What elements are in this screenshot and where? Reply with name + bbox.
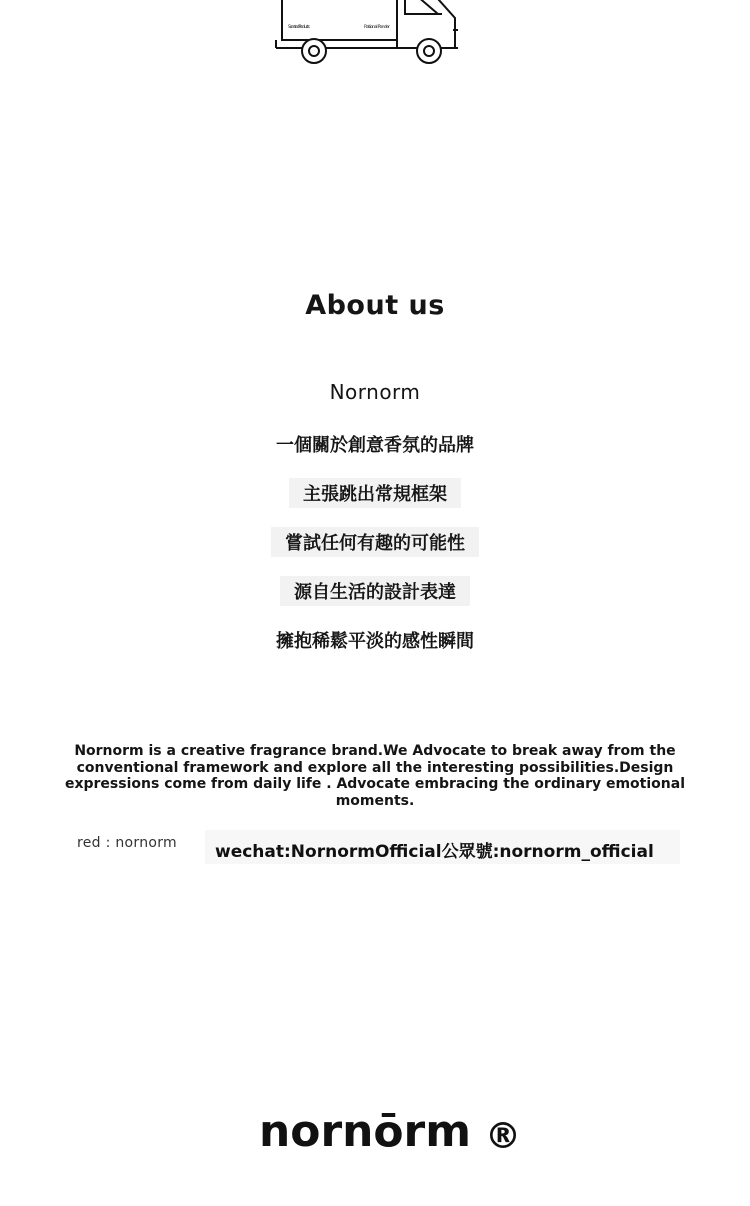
zh-line-text: 嘗試任何有趣的可能性 <box>271 527 479 557</box>
zh-line-4 <box>0 576 750 606</box>
zh-line-text: 主張跳出常規框架 <box>289 478 461 508</box>
about-heading: About us <box>305 290 445 321</box>
zh-line-text: 擁抱稀鬆平淡的感性瞬間 <box>276 631 474 652</box>
brand-logo <box>259 1108 521 1156</box>
truck-right-panel-text: Rational Ponder <box>364 25 390 30</box>
brand-name: Nornorm <box>329 380 421 404</box>
zh-line-3 <box>0 527 750 557</box>
logo-wordmark: nornōrm <box>259 1108 471 1156</box>
english-description: Nornorm is a creative fragrance brand.We Advocate to break away from the conventional framework and explore all the interesting possibilities.Design expressions come from daily life . Advocate embracing the ordinary emotional moments. <box>64 743 685 809</box>
contact-row <box>0 830 750 864</box>
registered-trademark-icon: ® <box>485 1116 521 1156</box>
red-account-label: red : nornorm <box>77 835 177 851</box>
zh-line-text: 源自生活的設計表達 <box>280 576 470 606</box>
zh-line-5 <box>0 625 750 655</box>
zh-line-2 <box>0 478 750 508</box>
wechat-account-label: wechat:NornormOfficial公眾號:nornorm_official <box>215 842 654 862</box>
truck-left-panel-text: Scented Products <box>288 25 310 30</box>
zh-line-text: 一個關於創意香氛的品牌 <box>276 435 474 456</box>
wechat-box <box>205 830 680 864</box>
zh-line-1 <box>0 429 750 459</box>
delivery-truck-illustration <box>270 0 465 68</box>
